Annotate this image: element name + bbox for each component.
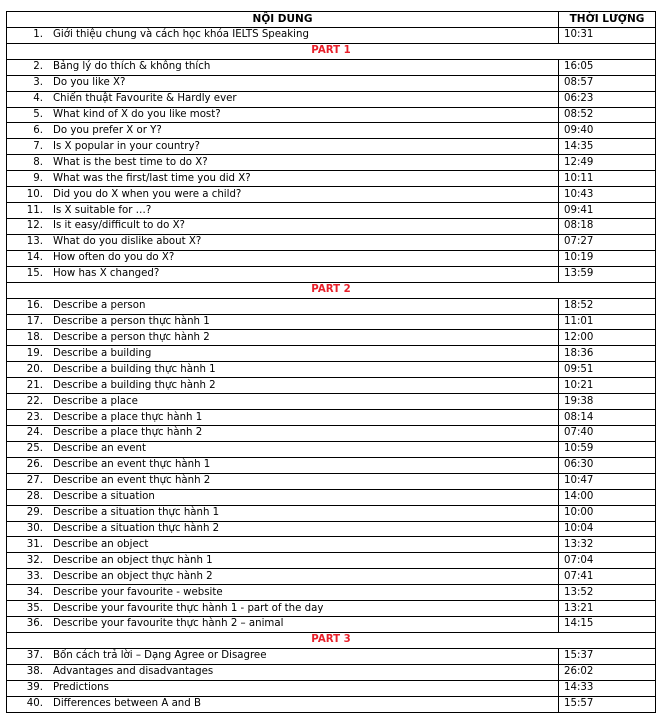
lesson-number: 17.: [26, 315, 43, 327]
lesson-cell: [7, 346, 559, 362]
lesson-row: [7, 378, 656, 394]
lesson-duration: 07:40: [559, 425, 656, 441]
lesson-row: [7, 441, 656, 457]
lesson-cell: [7, 123, 559, 139]
lesson-row: [7, 410, 656, 426]
lesson-number: 18.: [26, 331, 43, 343]
lesson-number: 5.: [33, 108, 43, 120]
lesson-cell: [7, 91, 559, 107]
lesson-cell: [7, 298, 559, 314]
lesson-duration: 10:19: [559, 250, 656, 266]
lesson-title: Describe an event thực hành 2: [53, 475, 211, 487]
lesson-title: Is X suitable for …?: [53, 204, 152, 216]
lesson-cell: [7, 250, 559, 266]
lesson-cell: [7, 553, 559, 569]
lesson-row: [7, 203, 656, 219]
lesson-cell: [7, 601, 559, 617]
lesson-cell: [7, 171, 559, 187]
part-header-row: [7, 282, 656, 298]
lesson-number: 35.: [26, 602, 43, 614]
lesson-title: Did you do X when you were a child?: [53, 188, 242, 200]
lesson-row: [7, 250, 656, 266]
lesson-duration: 10:11: [559, 171, 656, 187]
lesson-title: Describe an event: [53, 443, 146, 455]
part-header-row: [7, 632, 656, 648]
lesson-cell: [7, 648, 559, 664]
lesson-number: 2.: [33, 61, 43, 73]
lesson-cell: [7, 75, 559, 91]
lesson-row: [7, 648, 656, 664]
lesson-row: [7, 617, 656, 633]
lesson-title: Describe your favourite thực hành 1 - part of the day: [53, 602, 324, 614]
lesson-number: 36.: [26, 618, 43, 630]
lesson-cell: [7, 537, 559, 553]
lesson-number: 3.: [33, 77, 43, 89]
lesson-cell: [7, 394, 559, 410]
lesson-duration: 08:52: [559, 107, 656, 123]
lesson-row: [7, 537, 656, 553]
lesson-title: Differences between A and B: [53, 698, 201, 710]
lesson-row: [7, 91, 656, 107]
lesson-row: [7, 680, 656, 696]
lesson-duration: 09:41: [559, 203, 656, 219]
lesson-cell: [7, 617, 559, 633]
lesson-duration: 13:52: [559, 585, 656, 601]
lesson-cell: [7, 314, 559, 330]
header-row: [7, 12, 656, 28]
lesson-cell: [7, 569, 559, 585]
lesson-cell: [7, 410, 559, 426]
lesson-title: Describe a person thực hành 2: [53, 331, 210, 343]
lesson-cell: [7, 218, 559, 234]
lesson-number: 31.: [26, 538, 43, 550]
lesson-duration: 07:04: [559, 553, 656, 569]
lesson-duration: 08:57: [559, 75, 656, 91]
lesson-row: [7, 664, 656, 680]
lesson-title: What is the best time to do X?: [53, 156, 208, 168]
lesson-row: [7, 59, 656, 75]
lesson-number: 24.: [26, 427, 43, 439]
lesson-duration: 18:52: [559, 298, 656, 314]
lesson-cell: [7, 425, 559, 441]
lesson-duration: 06:23: [559, 91, 656, 107]
lesson-row: [7, 171, 656, 187]
lesson-duration: 11:01: [559, 314, 656, 330]
lesson-row: [7, 346, 656, 362]
lesson-title: Describe an object thực hành 2: [53, 570, 213, 582]
lesson-duration: 07:27: [559, 234, 656, 250]
lesson-title: Bảng lý do thích & không thích: [53, 61, 211, 73]
lesson-number: 28.: [26, 491, 43, 503]
lesson-title: Describe a place: [53, 395, 138, 407]
course-table: [6, 11, 656, 713]
lesson-title: Describe an object: [53, 538, 149, 550]
lesson-row: [7, 314, 656, 330]
lesson-duration: 08:14: [559, 410, 656, 426]
lesson-duration: 10:43: [559, 187, 656, 203]
lesson-number: 29.: [26, 507, 43, 519]
lesson-duration: 15:57: [559, 696, 656, 712]
lesson-cell: [7, 680, 559, 696]
lesson-number: 16.: [26, 300, 43, 312]
lesson-duration: 09:40: [559, 123, 656, 139]
lesson-number: 12.: [26, 220, 43, 232]
lesson-title: Bốn cách trả lời – Dạng Agree or Disagree: [53, 650, 267, 662]
lesson-row: [7, 155, 656, 171]
lesson-row: [7, 362, 656, 378]
lesson-cell: [7, 696, 559, 712]
lesson-cell: [7, 187, 559, 203]
lesson-duration: 10:00: [559, 505, 656, 521]
lesson-cell: [7, 521, 559, 537]
lesson-duration: 09:51: [559, 362, 656, 378]
lesson-title: Describe a situation: [53, 491, 155, 503]
lesson-duration: 10:04: [559, 521, 656, 537]
lesson-number: 8.: [33, 156, 43, 168]
lesson-number: 39.: [26, 682, 43, 694]
lesson-row: [7, 521, 656, 537]
lesson-row: [7, 425, 656, 441]
lesson-number: 37.: [26, 650, 43, 662]
lesson-duration: 14:33: [559, 680, 656, 696]
lesson-cell: [7, 107, 559, 123]
lesson-row: [7, 266, 656, 282]
part-label: PART 1: [7, 43, 656, 59]
lesson-duration: 07:41: [559, 569, 656, 585]
lesson-number: 11.: [26, 204, 43, 216]
lesson-duration: 14:00: [559, 489, 656, 505]
lesson-row: [7, 489, 656, 505]
lesson-row: [7, 585, 656, 601]
lesson-row: [7, 505, 656, 521]
lesson-duration: 14:35: [559, 139, 656, 155]
lesson-row: [7, 27, 656, 43]
lesson-row: [7, 457, 656, 473]
lesson-title: How often do you do X?: [53, 252, 175, 264]
lesson-number: 22.: [26, 395, 43, 407]
lesson-row: [7, 75, 656, 91]
header-duration: THỜI LƯỢNG: [559, 12, 656, 28]
lesson-duration: 10:31: [559, 27, 656, 43]
lesson-duration: 13:21: [559, 601, 656, 617]
lesson-title: Is it easy/difficult to do X?: [53, 220, 185, 232]
lesson-number: 30.: [26, 522, 43, 534]
lesson-number: 6.: [33, 124, 43, 136]
lesson-title: Describe a place thực hành 2: [53, 427, 203, 439]
lesson-title: How has X changed?: [53, 268, 160, 280]
lesson-title: Describe a building: [53, 347, 152, 359]
lesson-cell: [7, 59, 559, 75]
part-label: PART 2: [7, 282, 656, 298]
lesson-cell: [7, 27, 559, 43]
lesson-number: 14.: [26, 252, 43, 264]
lesson-title: Describe an event thực hành 1: [53, 459, 211, 471]
lesson-title: Describe your favourite - website: [53, 586, 223, 598]
lesson-number: 1.: [33, 29, 43, 41]
lesson-number: 23.: [26, 411, 43, 423]
lesson-number: 40.: [26, 698, 43, 710]
lesson-row: [7, 394, 656, 410]
lesson-row: [7, 298, 656, 314]
lesson-cell: [7, 378, 559, 394]
lesson-cell: [7, 266, 559, 282]
lesson-row: [7, 473, 656, 489]
lesson-row: [7, 218, 656, 234]
lesson-cell: [7, 457, 559, 473]
lesson-title: What kind of X do you like most?: [53, 108, 221, 120]
lesson-title: What do you dislike about X?: [53, 236, 202, 248]
lesson-duration: 14:15: [559, 617, 656, 633]
lesson-cell: [7, 585, 559, 601]
lesson-row: [7, 234, 656, 250]
lesson-cell: [7, 330, 559, 346]
lesson-row: [7, 139, 656, 155]
lesson-title: Describe a place thực hành 1: [53, 411, 203, 423]
lesson-title: What was the first/last time you did X?: [53, 172, 251, 184]
lesson-cell: [7, 441, 559, 457]
lesson-duration: 10:21: [559, 378, 656, 394]
lesson-cell: [7, 473, 559, 489]
lesson-title: Describe your favourite thực hành 2 – animal: [53, 618, 284, 630]
lesson-cell: [7, 155, 559, 171]
lesson-duration: 10:59: [559, 441, 656, 457]
lesson-title: Describe a person: [53, 300, 146, 312]
lesson-row: [7, 553, 656, 569]
lesson-number: 25.: [26, 443, 43, 455]
lesson-cell: [7, 362, 559, 378]
lesson-number: 33.: [26, 570, 43, 582]
lesson-title: Describe a situation thực hành 1: [53, 507, 220, 519]
lesson-number: 34.: [26, 586, 43, 598]
lesson-cell: [7, 505, 559, 521]
lesson-row: [7, 601, 656, 617]
lesson-cell: [7, 203, 559, 219]
lesson-number: 10.: [26, 188, 43, 200]
lesson-number: 15.: [26, 268, 43, 280]
lesson-title: Is X popular in your country?: [53, 140, 200, 152]
part-header-row: [7, 43, 656, 59]
lesson-number: 7.: [33, 140, 43, 152]
part-label: PART 3: [7, 632, 656, 648]
lesson-title: Do you like X?: [53, 77, 126, 89]
lesson-number: 19.: [26, 347, 43, 359]
lesson-title: Describe a situation thực hành 2: [53, 522, 220, 534]
lesson-duration: 18:36: [559, 346, 656, 362]
lesson-title: Describe a building thực hành 2: [53, 379, 216, 391]
header-content: NỘI DUNG: [7, 12, 559, 28]
lesson-title: Predictions: [53, 682, 109, 694]
lesson-title: Do you prefer X or Y?: [53, 124, 162, 136]
lesson-number: 32.: [26, 554, 43, 566]
lesson-duration: 10:47: [559, 473, 656, 489]
lesson-number: 27.: [26, 475, 43, 487]
lesson-row: [7, 330, 656, 346]
lesson-title: Describe a building thực hành 1: [53, 363, 216, 375]
lesson-duration: 12:49: [559, 155, 656, 171]
lesson-cell: [7, 489, 559, 505]
lesson-title: Giới thiệu chung và cách học khóa IELTS Speaking: [53, 29, 309, 41]
lesson-duration: 13:32: [559, 537, 656, 553]
lesson-number: 38.: [26, 666, 43, 678]
lesson-duration: 12:00: [559, 330, 656, 346]
lesson-number: 4.: [33, 93, 43, 105]
lesson-row: [7, 107, 656, 123]
lesson-number: 26.: [26, 459, 43, 471]
lesson-cell: [7, 139, 559, 155]
lesson-row: [7, 696, 656, 712]
lesson-cell: [7, 664, 559, 680]
lesson-duration: 26:02: [559, 664, 656, 680]
lesson-duration: 15:37: [559, 648, 656, 664]
lesson-row: [7, 187, 656, 203]
lesson-title: Chiến thuật Favourite & Hardly ever: [53, 93, 237, 105]
lesson-duration: 16:05: [559, 59, 656, 75]
lesson-title: Describe a person thực hành 1: [53, 315, 210, 327]
lesson-duration: 08:18: [559, 218, 656, 234]
lesson-row: [7, 123, 656, 139]
lesson-number: 21.: [26, 379, 43, 391]
lesson-duration: 06:30: [559, 457, 656, 473]
lesson-number: 20.: [26, 363, 43, 375]
lesson-number: 9.: [33, 172, 43, 184]
lesson-number: 13.: [26, 236, 43, 248]
lesson-row: [7, 569, 656, 585]
lesson-title: Advantages and disadvantages: [53, 666, 214, 678]
lesson-title: Describe an object thực hành 1: [53, 554, 213, 566]
lesson-duration: 19:38: [559, 394, 656, 410]
lesson-duration: 13:59: [559, 266, 656, 282]
lesson-cell: [7, 234, 559, 250]
